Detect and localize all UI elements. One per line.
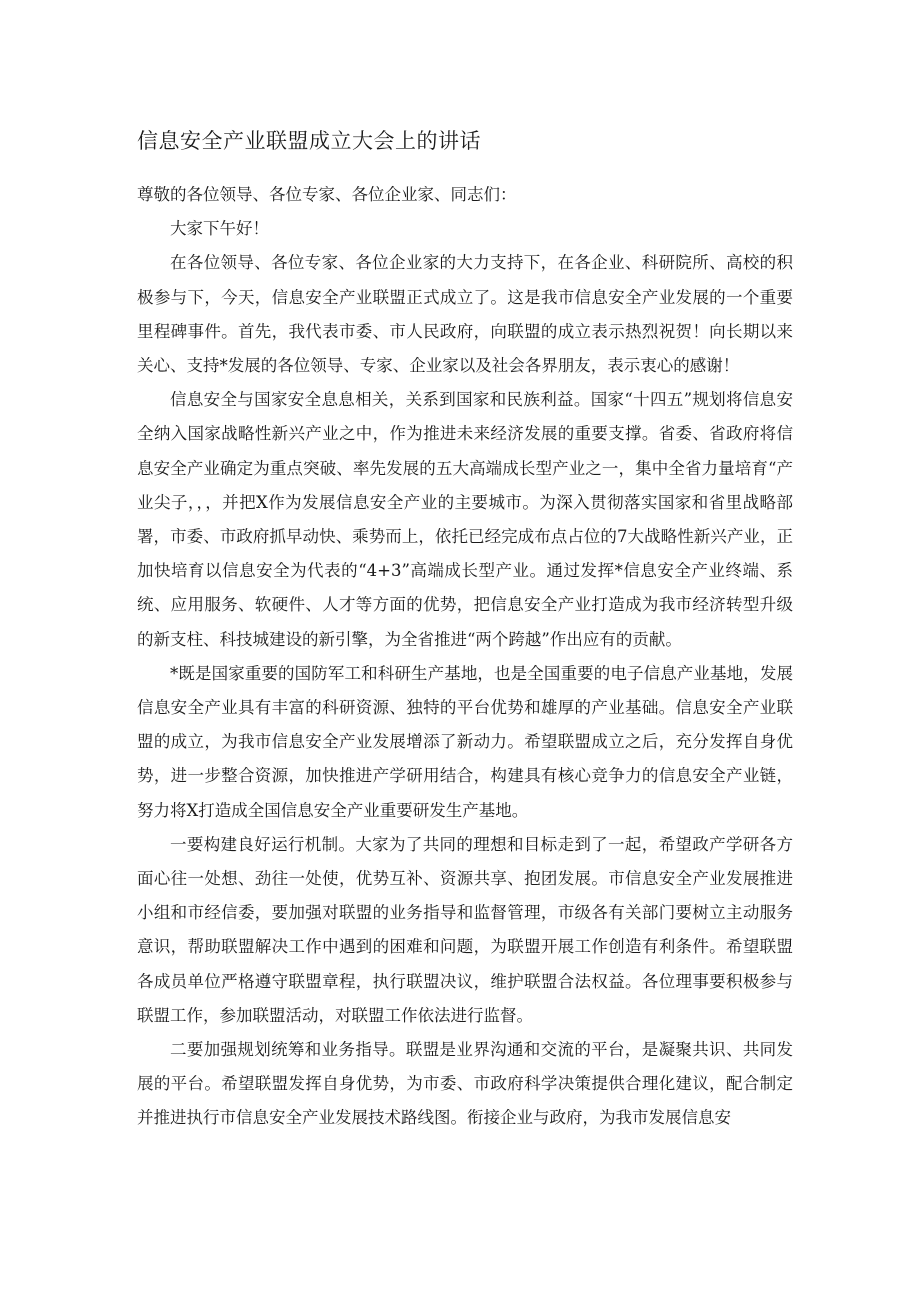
document-body: [137, 178, 793, 1136]
document-title: 信息安全产业联盟成立大会上的讲话: [137, 129, 481, 153]
body-paragraph: 在各位领导、各位专家、各位企业家的大力支持下，在各企业、科研院所、高校的积极参与下，今天，信息安全产业联盟正式成立了。这是我市信息安全产业发展的一个重要里程碑事件。首先，我代表市委、市人民政府，向联盟的成立表示热烈祝贺！向长期以来关心、支持*发展的各位领导、专家、企业家以及社会各界朋友，表示衷心的感谢！: [137, 253, 793, 376]
body-paragraph: 二要加强规划统筹和业务指导。联盟是业界沟通和交流的平台，是凝聚共识、共同发展的平台。希望联盟发挥自身优势，为市委、市政府科学决策提供合理化建议，配合制定并推进执行市信息安全产业发展技术路线图。衔接企业与政府，为我市发展信息安: [137, 1040, 793, 1128]
salutation: 尊敬的各位领导、各位专家、各位企业家、同志们：: [137, 185, 517, 204]
greeting-paragraph: 大家下午好！: [170, 219, 269, 239]
body-paragraph: 一要构建良好运行机制。大家为了共同的理想和目标走到了一起，希望政产学研各方面心往一处想、劲往一处使，优势互补、资源共享、抱团发展。市信息安全产业发展推进小组和市经信委，要加强对联盟的业务指导和监督管理，市级各有关部门要树立主动服务意识，帮助联盟解决工作中遇到的困难和问题，为联盟开展工作创造有利条件。希望联盟各成员单位严格遵守联盟章程，执行联盟决议，维护联盟合法权益。各位理事要积极参与联盟工作，参加联盟活动，对联盟工作依法进行监督。: [137, 834, 793, 1025]
body-paragraph: *既是国家重要的国防军工和科研生产基地，也是全国重要的电子信息产业基地，发展信息安全产业具有丰富的科研资源、独特的平台优势和雄厚的产业基础。信息安全产业联盟的成立，为我市信息安全产业发展增添了新动力。希望联盟成立之后，充分发挥自身优势，进一步整合资源，加快推进产学研用结合，构建具有核心竞争力的信息安全产业链，努力将X打造成全国信息安全产业重要研发生产基地。: [137, 663, 793, 820]
body-paragraph: 信息安全与国家安全息息相关，关系到国家和民族利益。国家“十四五”规划将信息安全纳入国家战略性新兴产业之中，作为推进未来经济发展的重要支撑。省委、省政府将信息安全产业确定为重点突破、率先发展的五大高端成长型产业之一，集中全省力量培育“产业尖子，，，并把X作为发展信息安全产业的主要城市。为深入贯彻落实国家和省里战略部署，市委、市政府抓早动快、乘势而上，依托已经完成布点占位的7大战略性新兴产业，正加快培育以信息安全为代表的“4+3”高端成长型产业。通过发挥*信息安全产业终端、系统、应用服务、软硬件、人才等方面的优势，把信息安全产业打造成为我市经济转型升级的新支柱、科技城建设的新引擎，为全省推进“两个跨越”作出应有的贡献。: [137, 390, 793, 649]
